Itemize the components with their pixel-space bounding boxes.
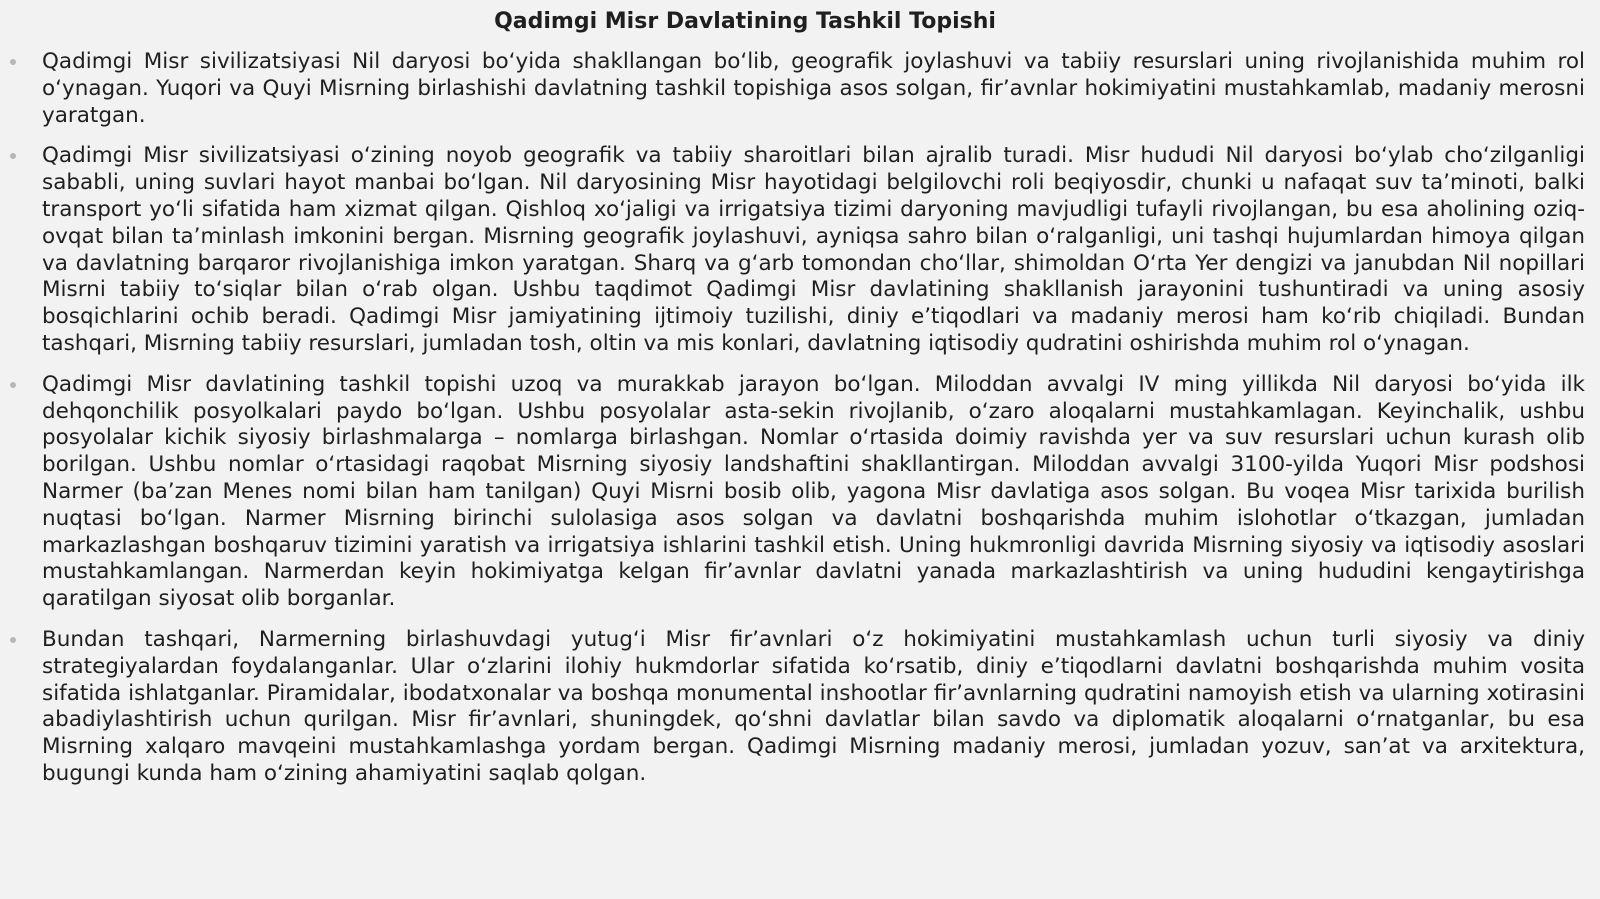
bullet-item	[10, 372, 1585, 613]
slide-title: Qadimgi Misr Davlatining Tashkil Topishi	[494, 9, 996, 34]
bullet-text: Qadimgi Misr sivilizatsiyasi Nil daryosi bo‘yida shakllangan bo‘lib, geografik joylashuvi va tabiiy resurslari uning rivojlanishida muhim rol o‘ynagan. Yuqori va Quyi Misrning birlashishi davlatning tashkil topishiga asos solgan, fir’avnlar hokimiyatini mustahkamlab, madaniy merosni yaratgan.	[42, 49, 1585, 128]
bullet-item	[10, 143, 1585, 357]
bullet-dot-icon	[10, 153, 16, 159]
bullet-text: Qadimgi Misr sivilizatsiyasi o‘zining noyob geografik va tabiiy sharoitlari bilan ajralib turadi. Misr hududi Nil daryosi bo‘ylab cho‘zilganligi sababli, uning suvlari hayot manbai bo‘lgan. Nil daryosining Misr hayotidagi belgilovchi roli beqiyosdir, chunki u nafaqat suv ta’minoti, balki transport yo‘li sifatida ham xizmat qilgan. Qishloq xo‘jaligi va irrigatsiya tizimi daryoning mavjudligi tufayli rivojlangan, bu esa aholining oziq-ovqat bilan ta’minlash imkonini bergan. Misrning geografik joylashuvi, ayniqsa sahro bilan o‘ralganligi, uni tashqi hujumlardan himoya qilgan va davlatning barqaror rivojlanishiga imkon yaratgan. Sharq va g‘arb tomondan cho‘llar, shimoldan O‘rta Yer dengizi va janubdan Nil nopillari Misrni tabiiy to‘siqlar bilan o‘rab olgan. Ushbu taqdimot Qadimgi Misr davlatining shakllanish jarayonini tushuntiradi va uning asosiy bosqichlarini ochib beradi. Qadimgi Misr jamiyatining ijtimoiy tuzilishi, diniy e’tiqodlari va madaniy merosi ham ko‘rib chiqiladi. Bundan tashqari, Misrning tabiiy resurslari, jumladan tosh, oltin va mis konlari, davlatning iqtisodiy qudratini oshirishda muhim rol o‘ynagan.	[42, 143, 1585, 356]
bullet-list	[10, 49, 1585, 802]
bullet-dot-icon	[10, 637, 16, 643]
bullet-dot-icon	[10, 59, 16, 65]
bullet-text: Qadimgi Misr davlatining tashkil topishi uzoq va murakkab jarayon bo‘lgan. Miloddan avvalgi IV ming yillikda Nil daryosi bo‘yida ilk dehqonchilik posyolkalari paydo bo‘lgan. Ushbu posyolalar asta-sekin rivojlanib, o‘zaro aloqalarni mustahkamlagan. Keyinchalik, ushbu posyolalar kichik siyosiy birlashmalarga – nomlarga birlashgan. Nomlar o‘rtasida doimiy ravishda yer va suv resurslari uchun kurash olib borilgan. Ushbu nomlar o‘rtasidagi raqobat Misrning siyosiy landshaftini shakllantirgan. Miloddan avvalgi 3100-yilda Yuqori Misr podshosi Narmer (ba’zan Menes nomi bilan ham tanilgan) Quyi Misrni bosib olib, yagona Misr davlatiga asos solgan. Bu voqea Misr tarixida burilish nuqtasi bo‘lgan. Narmer Misrning birinchi sulolasiga asos solgan va davlatni boshqarishda muhim islohotlar o‘tkazgan, jumladan markazlashgan boshqaruv tizimini yaratish va irrigatsiya ishlarini tashkil etish. Uning hukmronligi davrida Misrning siyosiy va iqtisodiy asoslari mustahkamlangan. Narmerdan keyin hokimiyatga kelgan fir’avnlar davlatni yanada markazlashtirish va uning hududini kengaytirishga qaratilgan siyosat olib borganlar.	[42, 371, 1585, 612]
bullet-text: Bundan tashqari, Narmerning birlashuvdagi yutug‘i Misr fir’avnlari o‘z hokimiyatini mustahkamlash uchun turli siyosiy va diniy strategiyalardan foydalanganlar. Ular o‘zlarini ilohiy hukmdorlar sifatida ko‘rsatib, diniy e’tiqodlarni davlatni boshqarishda muhim vosita sifatida ishlatganlar. Piramidalar, ibodatxonalar va boshqa monumental inshootlar fir’avnlarning qudratini namoyish etish va ularning xotirasini abadiylashtirish uchun qurilgan. Misr fir’avnlari, shuningdek, qo‘shni davlatlar bilan savdo va diplomatik aloqalarni o‘rnatganlar, bu esa Misrning xalqaro mavqeini mustahkamlashga yordam bergan. Qadimgi Misrning madaniy merosi, jumladan yozuv, san’at va arxitektura, bugungi kunda ham o‘zining ahamiyatini saqlab qolgan.	[42, 626, 1585, 786]
bullet-item	[10, 49, 1585, 129]
bullet-item	[10, 627, 1585, 788]
bullet-dot-icon	[10, 382, 16, 388]
